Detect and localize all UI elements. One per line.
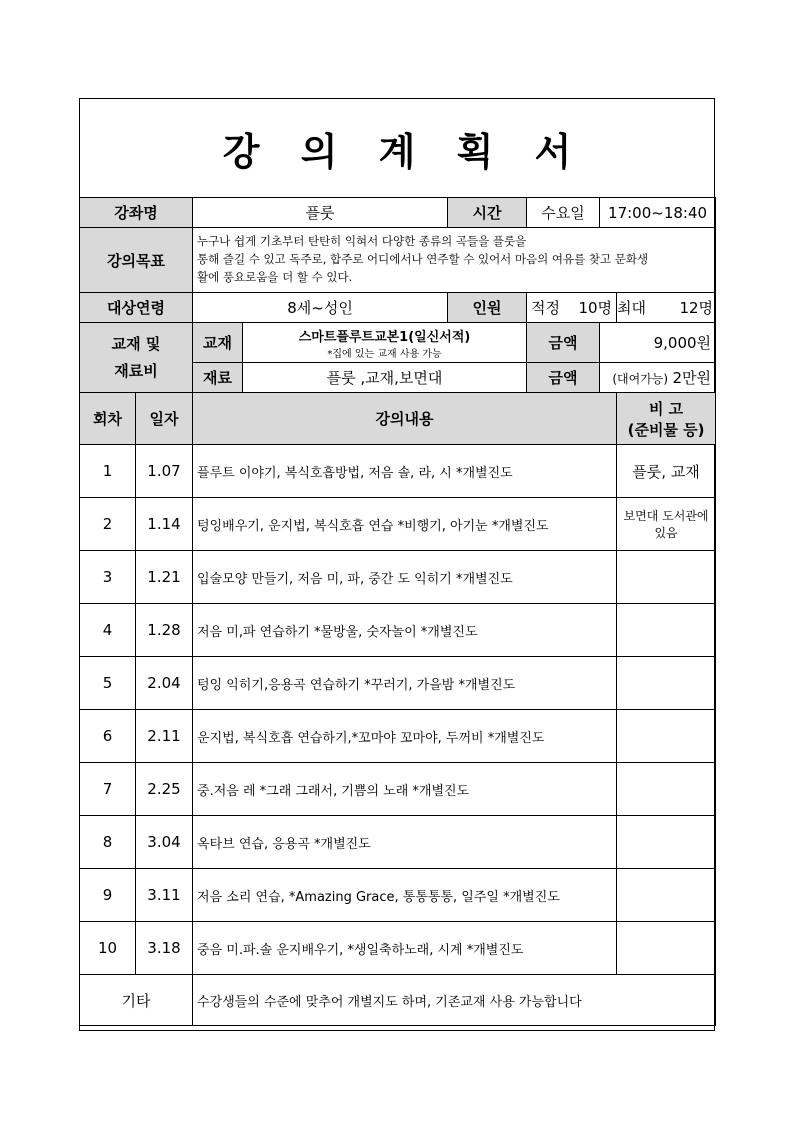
session-content: 저음 미,파 연습하기 *물방울, 숫자놀이 *개별진도 <box>193 604 617 657</box>
materials-label <box>80 323 193 393</box>
content-header: 강의내용 <box>193 393 617 445</box>
session-note <box>617 657 716 710</box>
session-content: 텅잉배우기, 운지법, 복식호흡 연습 *비행기, 아기눈 *개별진도 <box>193 498 617 551</box>
schedule-row <box>80 710 716 763</box>
textbook-title: 스마트플루트교본1(일신서적) <box>298 329 471 345</box>
course-name-label: 강좌명 <box>80 198 193 228</box>
schedule-row <box>80 922 716 975</box>
schedule-row <box>80 498 716 551</box>
capacity-max-cell <box>617 293 716 323</box>
time-value: 17:00~18:40 <box>600 198 716 228</box>
session-date: 1.28 <box>136 604 193 657</box>
capacity-proper <box>527 293 617 323</box>
materials-label-line: 재료비 <box>114 361 158 380</box>
textbook-note: *집에 있는 교재 사용 가능 <box>327 348 442 360</box>
note-header-line: 비 고 <box>648 399 684 418</box>
textbook-price: 9,000원 <box>600 323 716 363</box>
session-content: 텅잉 익히기,응용곡 연습하기 *꾸러기, 가을밤 *개별진도 <box>193 657 617 710</box>
session-number: 7 <box>80 763 136 816</box>
schedule-row <box>80 445 716 498</box>
max-value: 12명 <box>679 299 714 317</box>
textbook-value <box>243 323 527 363</box>
session-note <box>617 763 716 816</box>
session-content: 플루트 이야기, 복식호흡방법, 저음 솔, 라, 시 *개별진도 <box>193 445 617 498</box>
session-number: 10 <box>80 922 136 975</box>
session-date: 3.04 <box>136 816 193 869</box>
session-number: 3 <box>80 551 136 604</box>
session-content: 옥타브 연습, 응용곡 *개별진도 <box>193 816 617 869</box>
session-date: 2.04 <box>136 657 193 710</box>
session-note <box>617 816 716 869</box>
etc-label: 기타 <box>80 975 193 1026</box>
session-date: 3.18 <box>136 922 193 975</box>
session-number: 2 <box>80 498 136 551</box>
supply-price: 2만원 <box>672 369 712 387</box>
session-date: 2.25 <box>136 763 193 816</box>
session-number: 4 <box>80 604 136 657</box>
goal-line: 활에 풍요로움을 더 할 수 있다. <box>197 269 353 284</box>
goal-label: 강의목표 <box>80 228 193 293</box>
session-content: 운지법, 복식호흡 연습하기,*꼬마야 꼬마야, 두꺼비 *개별진도 <box>193 710 617 763</box>
supply-rental-note: (대여가능) <box>612 372 669 386</box>
schedule-row <box>80 551 716 604</box>
schedule-row <box>80 763 716 816</box>
target-age-label: 대상연령 <box>80 293 193 323</box>
lecture-plan-table <box>79 197 716 1026</box>
goal-line: 누구나 쉽게 기초부터 탄탄히 익혀서 다양한 종류의 곡들을 플룻을 <box>197 234 527 249</box>
session-number: 6 <box>80 710 136 763</box>
session-number: 8 <box>80 816 136 869</box>
supply-label: 재료 <box>193 363 243 393</box>
session-note: 보면대 도서관에 있음 <box>617 498 716 551</box>
time-label: 시간 <box>448 198 527 228</box>
session-content: 입술모양 만들기, 저음 미, 파, 중간 도 익히기 *개별진도 <box>193 551 617 604</box>
proper-value: 10명 <box>578 299 613 317</box>
session-content: 저음 소리 연습, *Amazing Grace, 통통통통, 일주일 *개별진도 <box>193 869 617 922</box>
session-header: 회차 <box>80 393 136 445</box>
session-date: 1.21 <box>136 551 193 604</box>
session-note <box>617 922 716 975</box>
session-note: 플룻, 교재 <box>617 445 716 498</box>
course-name-value: 플룻 <box>193 198 448 228</box>
lecture-plan-document <box>79 98 715 1031</box>
supply-value: 플룻 ,교재,보면대 <box>243 363 527 393</box>
session-note <box>617 604 716 657</box>
session-note <box>617 551 716 604</box>
schedule-row <box>80 657 716 710</box>
session-note <box>617 869 716 922</box>
session-date: 3.11 <box>136 869 193 922</box>
materials-label-line: 교재 및 <box>111 334 161 353</box>
session-date: 2.11 <box>136 710 193 763</box>
session-number: 1 <box>80 445 136 498</box>
proper-label: 적정 <box>531 299 561 317</box>
supply-price-cell <box>600 363 716 393</box>
session-number: 9 <box>80 869 136 922</box>
goal-line: 통해 즐길 수 있고 독주로, 합주로 어디에서나 연주할 수 있어서 마음의 여유를 찾고 문화생 <box>197 252 649 267</box>
document-title: 강 의 계 획 서 <box>222 129 586 174</box>
session-date: 1.07 <box>136 445 193 498</box>
session-date: 1.14 <box>136 498 193 551</box>
textbook-label: 교재 <box>193 323 243 363</box>
session-content: 중음 미.파.솔 운지배우기, *생일축하노래, 시계 *개별진도 <box>193 922 617 975</box>
session-number: 5 <box>80 657 136 710</box>
max-label: 최대 <box>617 299 647 317</box>
session-content: 중.저음 레 *그래 그래서, 기쁨의 노래 *개별진도 <box>193 763 617 816</box>
note-header-line: (준비물 등) <box>627 420 705 439</box>
textbook-price-label: 금액 <box>527 323 600 363</box>
supply-price-label: 금액 <box>527 363 600 393</box>
capacity-label: 인원 <box>448 293 527 323</box>
schedule-row <box>80 816 716 869</box>
session-note <box>617 710 716 763</box>
note-header <box>617 393 716 445</box>
schedule-row <box>80 604 716 657</box>
day-value: 수요일 <box>527 198 600 228</box>
date-header: 일자 <box>136 393 193 445</box>
goal-text <box>193 228 716 293</box>
schedule-row <box>80 869 716 922</box>
etc-value: 수강생들의 수준에 맞추어 개별지도 하며, 기존교재 사용 가능합니다 <box>193 975 716 1026</box>
target-age-value: 8세~성인 <box>193 293 448 323</box>
